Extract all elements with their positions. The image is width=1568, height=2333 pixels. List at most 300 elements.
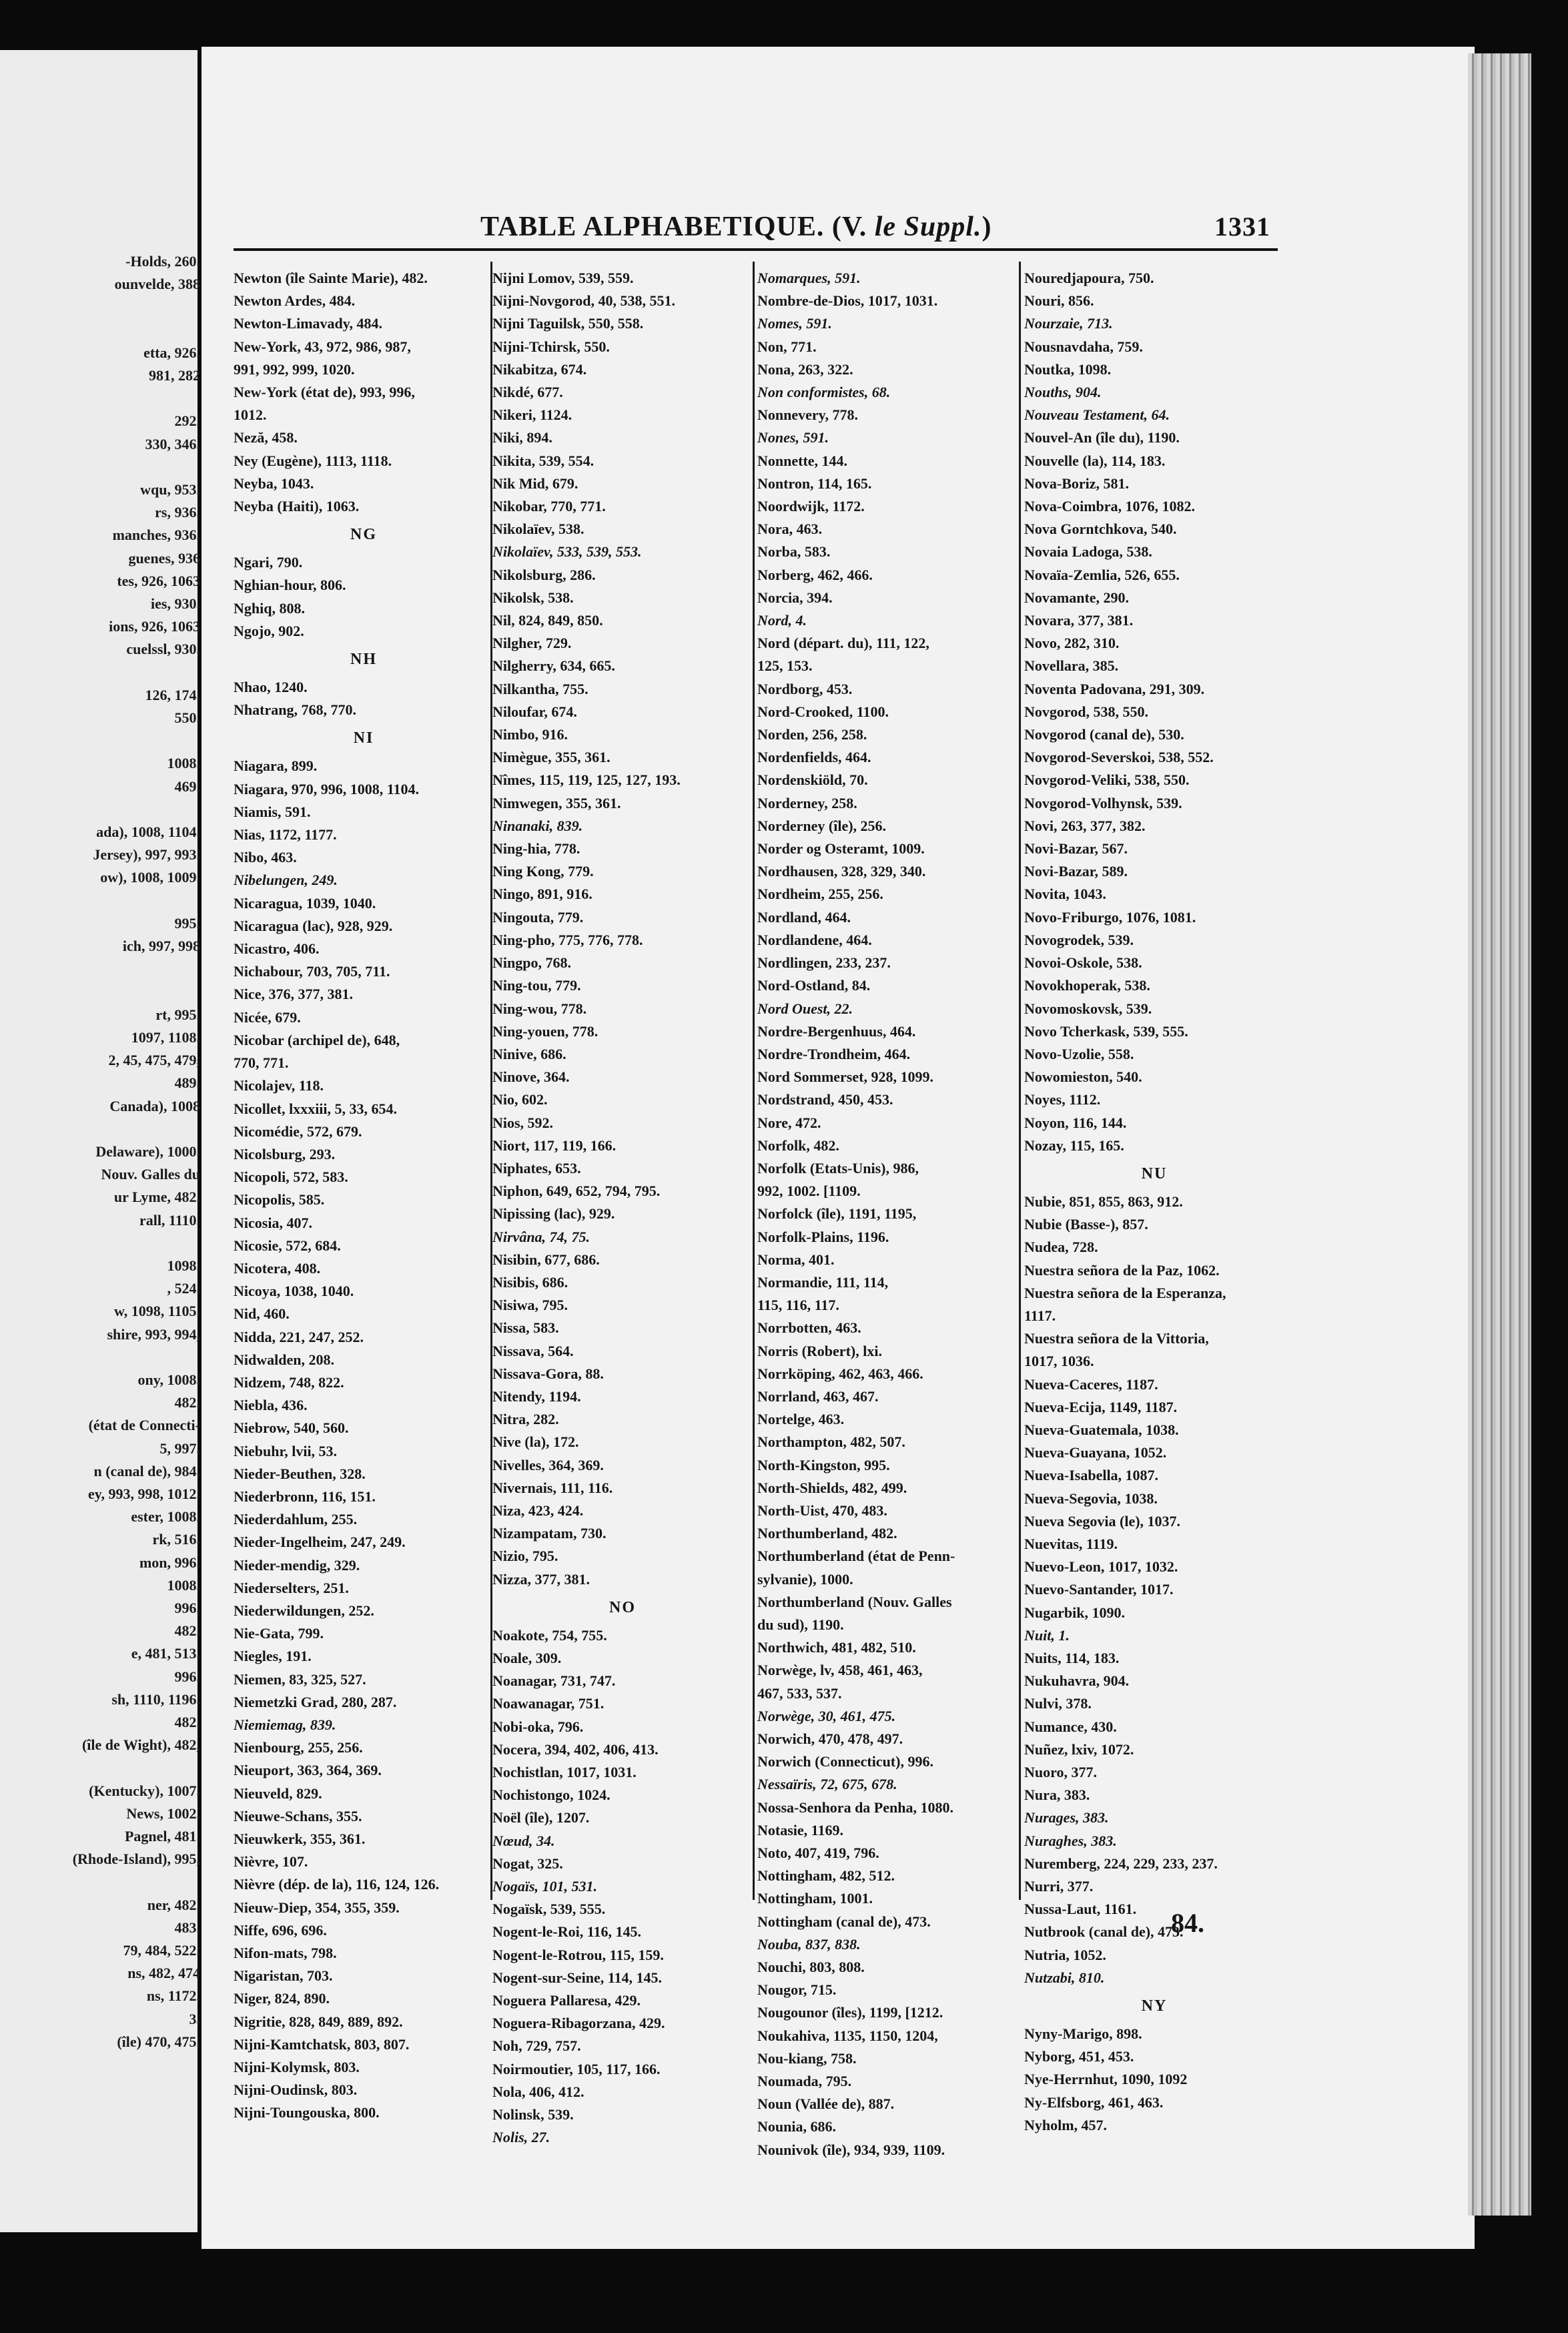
index-entry: Nidda, 221, 247, 252. [234, 1328, 364, 1345]
fragment-line: 330, 346. [145, 435, 200, 452]
column-divider [1019, 262, 1021, 1900]
index-entry: Nord, 4. [757, 612, 807, 629]
index-entry: Norba, 583. [757, 543, 831, 561]
page-title-italic: le Suppl. [874, 212, 982, 242]
index-entry: Nord-Ostland, 84. [757, 977, 871, 994]
index-entry: Novaïa-Zemlia, 526, 655. [1024, 566, 1180, 583]
index-entry: Niemiemag, 839. [234, 1716, 336, 1733]
index-entry: Novo-Uzolie, 558. [1024, 1045, 1134, 1062]
fragment-line: (état de Connecti- [88, 1417, 200, 1434]
index-entry: Norden, 256, 258. [757, 726, 867, 743]
index-entry: Norwège, 30, 461, 475. [757, 1707, 896, 1724]
fragment-line: 5, 997. [159, 1439, 200, 1457]
index-entry: Nontron, 114, 165. [757, 474, 872, 492]
index-entry: Norfolk-Plains, 1196. [757, 1228, 889, 1245]
page-edges [1468, 53, 1531, 2216]
fragment-line: ester, 1008. [131, 1508, 200, 1526]
index-entry: Nou-kiang, 758. [757, 2049, 857, 2067]
index-entry: Nussa-Laut, 1161. [1024, 1901, 1137, 1918]
index-entry: Noirmoutier, 105, 117, 166. [492, 2060, 661, 2077]
index-entry: Nidzem, 748, 822. [234, 1373, 344, 1391]
index-entry: Nijni Taguilsk, 550, 558. [492, 315, 644, 332]
index-entry: Niegles, 191. [234, 1648, 312, 1665]
index-entry: Niederselters, 251. [234, 1579, 349, 1596]
index-entry: 115, 116, 117. [757, 1297, 839, 1314]
index-entry: Nona, 263, 322. [757, 360, 853, 378]
page-title-end: ) [982, 212, 992, 242]
index-entry: Nouths, 904. [1024, 384, 1102, 401]
index-entry: Notasie, 1169. [757, 1821, 843, 1839]
index-entry: Noanagar, 731, 747. [492, 1672, 616, 1690]
index-entry: Northumberland (Nouv. Galles [757, 1593, 952, 1610]
index-entry: Nyborg, 451, 453. [1024, 2048, 1134, 2065]
index-entry: North-Shields, 482, 499. [757, 1479, 907, 1496]
index-entry: Nissava, 564. [492, 1342, 574, 1359]
fragment-line: rt, 995. [155, 1006, 200, 1023]
index-entry: Nieder-Ingelheim, 247, 249. [234, 1534, 406, 1551]
index-entry: Nurages, 383. [1024, 1809, 1109, 1826]
fragment-line: 3. [189, 2010, 200, 2027]
index-entry: Nolis, 27. [492, 2129, 550, 2146]
section-heading: NO [609, 1598, 636, 1616]
index-entry: Nounivok (île), 934, 939, 1109. [757, 2141, 945, 2158]
index-entry: Novara, 377, 381. [1024, 612, 1134, 629]
index-entry: Nozay, 115, 165. [1024, 1136, 1124, 1154]
index-entry: Noventa Padovana, 291, 309. [1024, 680, 1205, 697]
index-entry: Nola, 406, 412. [492, 2083, 584, 2100]
fragment-line: 1097, 1108. [131, 1028, 200, 1046]
index-entry: Ningouta, 779. [492, 908, 584, 926]
fragment-line [0, 1118, 200, 1140]
index-entry: Nuestra señora de la Esperanza, [1024, 1284, 1226, 1301]
index-entry: Niederbronn, 116, 151. [234, 1487, 376, 1505]
index-column-2 [492, 267, 753, 2149]
index-entry: North-Uist, 470, 483. [757, 1502, 887, 1519]
index-entry: Nieuport, 363, 364, 369. [234, 1762, 382, 1779]
index-entry: Nicobar (archipel de), 648, [234, 1031, 400, 1048]
index-entry: Ningo, 891, 916. [492, 886, 593, 903]
index-entry: Nueva-Ecija, 1149, 1187. [1024, 1398, 1178, 1415]
index-entry: Nouvelle (la), 114, 183. [1024, 452, 1166, 469]
index-entry: Nikolsk, 538. [492, 589, 574, 606]
index-entry: Nueva Segovia (le), 1037. [1024, 1512, 1181, 1530]
fragment-line: ns, 1172. [146, 1987, 200, 2005]
fragment-line: (Rhode-Island), 995, [72, 1851, 200, 1868]
index-entry: Nuits, 114, 183. [1024, 1649, 1120, 1666]
index-entry: Ninive, 686. [492, 1045, 566, 1062]
index-entry: Nijni-Oudinsk, 803. [234, 2081, 358, 2099]
index-entry: 1012. [234, 406, 267, 424]
index-entry: Nugarbik, 1090. [1024, 1604, 1125, 1621]
index-entry: Neyba, 1043. [234, 474, 314, 492]
index-entry: Niger, 824, 890. [234, 1990, 330, 2007]
index-entry: Noël (île), 1207. [492, 1809, 590, 1826]
index-entry: Nuestra señora de la Paz, 1062. [1024, 1261, 1220, 1279]
fragment-line: Delaware), 1000. [95, 1142, 200, 1160]
index-entry: Nid, 460. [234, 1305, 290, 1323]
index-entry: Nurri, 377. [1024, 1878, 1094, 1895]
index-entry: Ning-wou, 778. [492, 1000, 587, 1017]
index-entry: Nilgher, 729. [492, 635, 572, 652]
index-entry: Nidwalden, 208. [234, 1351, 334, 1368]
column-divider [753, 262, 755, 1900]
fragment-line: ner, 482. [147, 1896, 200, 1913]
index-entry: Nocera, 394, 402, 406, 413. [492, 1740, 659, 1758]
index-entry: Nomarques, 591. [757, 270, 861, 286]
previous-page-text [0, 250, 200, 2053]
fragment-line: ow), 1008, 1009. [100, 869, 200, 886]
index-entry: Newton-Limavady, 484. [234, 315, 383, 332]
index-entry: Niza, 423, 424. [492, 1502, 584, 1519]
index-entry: Ning-pho, 775, 776, 778. [492, 931, 643, 948]
index-entry: Nœud, 34. [492, 1832, 555, 1849]
page-title [480, 211, 992, 243]
index-entry: Nougounor (îles), 1199, [1212. [757, 2004, 943, 2021]
index-entry: Nijni-Kamtchatsk, 803, 807. [234, 2035, 410, 2053]
index-entry: Niebrow, 540, 560. [234, 1419, 349, 1437]
index-entry: Niemen, 83, 325, 527. [234, 1670, 366, 1688]
index-entry: Nuit, 1. [1024, 1626, 1070, 1644]
index-entry: Numance, 430. [1024, 1718, 1117, 1735]
index-entry: Nortelge, 463. [757, 1411, 845, 1428]
index-entry: Noukahiva, 1135, 1150, 1204, [757, 2027, 938, 2044]
fragment-line: Canada), 1008 [109, 1097, 200, 1114]
index-entry: Nordstrand, 450, 453. [757, 1091, 893, 1108]
index-entry: Nienbourg, 255, 256. [234, 1739, 363, 1756]
fragment-line [0, 387, 200, 410]
index-entry: North-Kingston, 995. [757, 1456, 890, 1473]
fragment-line: w, 1098, 1105. [114, 1303, 200, 1320]
index-column-3 [757, 267, 1018, 2161]
fragment-line: (Kentucky), 1007. [89, 1782, 200, 1799]
index-entry: Nordheim, 255, 256. [757, 886, 883, 903]
index-entry: Novi-Bazar, 567. [1024, 840, 1128, 858]
index-entry: Norfolck (île), 1191, 1195, [757, 1205, 917, 1223]
index-entry: Nora, 463. [757, 521, 823, 538]
fragment-line: e, 481, 513. [131, 1645, 200, 1662]
index-entry: Nord Ouest, 22. [757, 1000, 853, 1017]
index-entry: Noyes, 1112. [1024, 1091, 1101, 1108]
index-entry: Niki, 894. [492, 429, 552, 446]
index-entry: Nord-Crooked, 1100. [757, 703, 889, 720]
index-entry: Nifon-mats, 798. [234, 1945, 337, 1962]
index-entry: Niphates, 653. [492, 1159, 581, 1177]
index-entry: Normandie, 111, 114, [757, 1273, 889, 1291]
index-column-1 [234, 267, 494, 2125]
index-entry: Noyon, 116, 144. [1024, 1114, 1127, 1131]
signature-mark: 84. [1171, 1908, 1204, 1938]
index-entry: Nogent-sur-Seine, 114, 145. [492, 1969, 663, 1986]
index-entry: Nimbo, 916. [492, 726, 568, 743]
index-entry: Nubie, 851, 855, 863, 912. [1024, 1193, 1183, 1210]
index-entry: Nousnavdaha, 759. [1024, 338, 1143, 355]
index-entry: Nicomédie, 572, 679. [234, 1122, 362, 1140]
index-entry: Nijni Lomov, 539, 559. [492, 270, 634, 286]
index-entry: Nisiwa, 795. [492, 1297, 568, 1314]
fragment-line: ns, 482, 474 [127, 1965, 200, 1982]
index-entry: Niloufar, 674. [492, 703, 577, 720]
index-entry: Niort, 117, 119, 166. [492, 1136, 617, 1154]
index-entry: Ning Kong, 779. [492, 863, 594, 880]
index-entry: Nubie (Basse-), 857. [1024, 1216, 1148, 1233]
index-entry: Niebla, 436. [234, 1397, 308, 1414]
section-heading: NG [350, 526, 377, 544]
index-entry: Nouredjapoura, 750. [1024, 270, 1154, 286]
fragment-line: ounvelde, 388 [114, 276, 200, 293]
index-entry: Nordlandene, 464. [757, 931, 872, 948]
index-entry: Novi-Bazar, 589. [1024, 863, 1128, 880]
index-entry: Ning-hia, 778. [492, 840, 580, 858]
index-entry: Nuevo-Leon, 1017, 1032. [1024, 1558, 1178, 1576]
index-entry: Nordhausen, 328, 329, 340. [757, 863, 926, 880]
index-entry: Noto, 407, 419, 796. [757, 1845, 879, 1862]
index-entry: Nimwegen, 355, 361. [492, 794, 621, 811]
index-entry: Noguera-Ribagorzana, 429. [492, 2015, 665, 2032]
index-entry: Niebuhr, lvii, 53. [234, 1442, 338, 1459]
index-entry: Noutka, 1098. [1024, 360, 1112, 378]
index-entry: Nilkantha, 755. [492, 680, 589, 697]
index-entry: Nueva-Isabella, 1087. [1024, 1467, 1159, 1484]
index-entry: Nissava-Gora, 88. [492, 1365, 604, 1382]
index-entry: Niederwildungen, 252. [234, 1602, 374, 1619]
fragment-line: 469. [174, 777, 200, 795]
index-entry: Nura, 383. [1024, 1786, 1090, 1804]
fragment-line: 482. [174, 1714, 200, 1730]
index-entry: Nicosia, 407. [234, 1214, 312, 1231]
index-entry: New-York (état de), 993, 996, [234, 384, 415, 401]
index-entry: Nouri, 856. [1024, 292, 1094, 310]
fragment-line [0, 958, 200, 980]
section-heading: NU [1141, 1164, 1168, 1183]
index-entry: Norberg, 462, 466. [757, 566, 873, 583]
index-entry: Noakote, 754, 755. [492, 1626, 607, 1644]
index-entry: Nouvel-An (île du), 1190. [1024, 429, 1180, 446]
index-entry: Nisibin, 677, 686. [492, 1251, 600, 1268]
index-entry: Norderney, 258. [757, 794, 857, 811]
fragment-line: (île) 470, 475. [117, 2033, 200, 2050]
index-entry: Novo Tcherkask, 539, 555. [1024, 1022, 1188, 1040]
index-entry: Norder og Osteramt, 1009. [757, 840, 925, 858]
index-entry: 770, 771. [234, 1054, 289, 1072]
fragment-line: mon, 996. [139, 1554, 200, 1571]
index-entry: Ngari, 790. [234, 554, 303, 571]
fragment-line: ies, 930. [151, 595, 200, 613]
index-entry: Ninove, 364. [492, 1068, 570, 1086]
index-entry: Nova Gorntchkova, 540. [1024, 521, 1177, 538]
index-entry: Nourzaie, 713. [1024, 315, 1113, 332]
index-entry: Nitendy, 1194. [492, 1387, 581, 1405]
index-entry: Nivernais, 111, 116. [492, 1479, 613, 1496]
index-entry: Nore, 472. [757, 1114, 821, 1131]
index-entry: 1017, 1036. [1024, 1353, 1094, 1370]
fragment-line: wqu, 953. [140, 481, 200, 498]
index-entry: Nicotera, 408. [234, 1259, 321, 1277]
index-entry: Novita, 1043. [1024, 886, 1106, 903]
index-entry: 125, 153. [757, 657, 813, 675]
index-entry: Norma, 401. [757, 1251, 835, 1268]
index-entry: Nicaragua, 1039, 1040. [234, 894, 376, 912]
index-entry: Norfolk, 482. [757, 1136, 839, 1154]
index-entry: Northumberland, 482. [757, 1525, 897, 1542]
index-entry: Nio, 602. [492, 1091, 548, 1108]
index-entry: Nikdé, 677. [492, 384, 563, 401]
fragment-line [0, 1232, 200, 1255]
index-entry: Nutbrook (canal de), 473. [1024, 1923, 1184, 1941]
fragment-line: ony, 1008. [137, 1371, 200, 1388]
index-entry: Nordborg, 453. [757, 680, 853, 697]
index-entry: Nochistongo, 1024. [492, 1786, 611, 1804]
fragment-line: manches, 936. [112, 527, 200, 544]
index-entry: Nijni-Kolymsk, 803. [234, 2059, 360, 2076]
index-entry: du sud), 1190. [757, 1616, 844, 1633]
fragment-line [0, 981, 200, 1004]
index-entry: Nikeri, 1124. [492, 406, 572, 424]
index-entry: Nogent-le-Rotrou, 115, 159. [492, 1946, 664, 1963]
index-entry: Nikolaïev, 533, 539, 553. [492, 543, 642, 561]
index-entry: Nukuhavra, 904. [1024, 1672, 1130, 1690]
index-entry: Niamis, 591. [234, 803, 311, 820]
index-column-4 [1024, 267, 1284, 2137]
index-entry: Nijni-Tchirsk, 550. [492, 338, 610, 355]
index-entry: Nuestra señora de la Vittoria, [1024, 1330, 1209, 1347]
fragment-line: Nouv. Galles du [101, 1166, 200, 1183]
index-entry: Nordland, 464. [757, 908, 851, 926]
fragment-line: (île de Wight), 482, [81, 1736, 200, 1754]
index-entry: Nounia, 686. [757, 2118, 836, 2135]
index-entry: Ninanaki, 839. [492, 817, 583, 834]
index-entry: Nizza, 377, 381. [492, 1570, 591, 1588]
fragment-line: rs, 936. [155, 504, 200, 521]
index-entry: Nicopolis, 585. [234, 1191, 325, 1209]
index-entry: Nigritie, 828, 849, 889, 892. [234, 2013, 403, 2030]
index-entry: Nobi-oka, 796. [492, 1718, 584, 1735]
index-entry: Nessaïris, 72, 675, 678. [757, 1776, 897, 1793]
index-entry: Northampton, 482, 507. [757, 1433, 905, 1451]
index-entry: Nicolajev, 118. [234, 1077, 324, 1094]
fragment-line: -Holds, 260. [125, 253, 200, 270]
index-entry: Nipissing (lac), 929. [492, 1205, 615, 1223]
index-entry: Neză, 458. [234, 429, 298, 446]
index-entry: Ney (Eugène), 1113, 1118. [234, 452, 392, 469]
fragment-line [0, 319, 200, 342]
index-entry: Nossa-Senhora da Penha, 1080. [757, 1798, 953, 1816]
index-entry: Noale, 309. [492, 1649, 562, 1666]
index-entry: Nottingham, 482, 512. [757, 1867, 895, 1885]
index-entry: Nottingham, 1001. [757, 1890, 873, 1907]
fragment-line: 995. [174, 914, 200, 932]
index-entry: Nikobar, 770, 771. [492, 498, 606, 515]
index-entry: Niederdahlum, 255. [234, 1511, 358, 1528]
index-entry: Nova-Coimbra, 1076, 1082. [1024, 498, 1196, 515]
index-entry: 992, 1002. [1109. [757, 1183, 861, 1200]
index-entry: Norfolk (Etats-Unis), 986, [757, 1159, 919, 1177]
index-entry: Novgorod-Veliki, 538, 550. [1024, 771, 1190, 789]
index-entry: Niemetzki Grad, 280, 287. [234, 1693, 397, 1710]
fragment-line: shire, 993, 994, [107, 1325, 200, 1343]
index-entry: Novgorod (canal de), 530. [1024, 726, 1184, 743]
index-entry: Ny-Elfsborg, 461, 463. [1024, 2093, 1164, 2111]
index-entry: Nueva-Segovia, 1038. [1024, 1489, 1158, 1507]
index-entry: Novellara, 385. [1024, 657, 1119, 675]
fragment-line: ich, 997, 998 [122, 938, 200, 955]
fragment-line: 79, 484, 522. [123, 1942, 200, 1959]
index-entry: Nouchi, 803, 808. [757, 1959, 865, 1976]
index-entry: Nibelungen, 249. [234, 872, 338, 889]
index-entry: New-York, 43, 972, 986, 987, [234, 338, 411, 355]
fragment-line: , 524. [167, 1280, 200, 1297]
index-entry: Novgorod-Volhynsk, 539. [1024, 794, 1182, 811]
index-entry: Nieder-Beuthen, 328. [234, 1465, 366, 1482]
index-entry: Nogent-le-Roi, 116, 145. [492, 1923, 642, 1941]
fragment-line [0, 1871, 200, 1893]
index-entry: Nitra, 282. [492, 1411, 559, 1428]
fragment-line: 996. [174, 1668, 200, 1685]
fragment-line [0, 1346, 200, 1369]
index-entry: Nuñez, lxiv, 1072. [1024, 1740, 1134, 1758]
index-entry: sylvanie), 1000. [757, 1570, 853, 1588]
index-entry: Northwich, 481, 482, 510. [757, 1639, 916, 1656]
index-entry: Novgorod-Severskoi, 538, 552. [1024, 749, 1214, 766]
index-entry: Nicollet, lxxxiii, 5, 33, 654. [234, 1100, 398, 1117]
index-entry: Nyny-Marigo, 898. [1024, 2025, 1142, 2043]
index-entry: Nueva-Caceres, 1187. [1024, 1375, 1158, 1393]
index-entry: Nord (départ. du), 111, 122, [757, 635, 929, 652]
index-entry: Nizampatam, 730. [492, 1525, 607, 1542]
index-entry: Nièvre (dép. de la), 116, 124, 126. [234, 1876, 440, 1893]
index-entry: Nijni-Toungouska, 800. [234, 2104, 380, 2121]
index-entry: Novoi-Oskole, 538. [1024, 954, 1142, 972]
index-entry: Nirvâna, 74, 75. [492, 1228, 591, 1245]
fragment-line [0, 296, 200, 318]
section-heading: NH [350, 651, 377, 669]
index-entry: Nordenskiöld, 70. [757, 771, 868, 789]
index-entry: Nieuveld, 829. [234, 1784, 322, 1802]
fragment-line: 550. [174, 709, 200, 727]
page-title-text: TABLE ALPHABETIQUE. (V. [480, 212, 867, 242]
index-entry: Novogrodek, 539. [1024, 931, 1134, 948]
index-entry: Nombre-de-Dios, 1017, 1031. [757, 292, 938, 310]
index-entry: Nghiq, 808. [234, 599, 305, 617]
fragment-line: rk, 516. [152, 1531, 200, 1548]
index-entry: Nutzabi, 810. [1024, 1969, 1105, 1986]
index-entry: Noun (Vallée de), 887. [757, 2095, 895, 2113]
index-entry: Nicastro, 406. [234, 940, 320, 958]
index-entry: Noh, 729, 757. [492, 2037, 581, 2055]
fragment-line: rall, 1110. [139, 1211, 200, 1229]
index-entry: Novaia Ladoga, 538. [1024, 543, 1152, 561]
fragment-line: 1008. [167, 1576, 200, 1594]
index-entry: Norwège, lv, 458, 461, 463, [757, 1662, 923, 1679]
fragment-line: guenes, 936 [128, 549, 200, 567]
fragment-line: n (canal de), 984. [93, 1462, 200, 1479]
index-entry: Nicoya, 1038, 1040. [234, 1283, 354, 1300]
index-entry: Nicaragua (lac), 928, 929. [234, 917, 393, 934]
index-entry: Norrköping, 462, 463, 466. [757, 1365, 923, 1382]
fragment-line [0, 661, 200, 684]
index-entry: 467, 533, 537. [757, 1684, 842, 1702]
index-entry: Newton (île Sainte Marie), 482. [234, 270, 428, 286]
index-entry: Nutria, 1052. [1024, 1946, 1106, 1963]
index-entry: Nikabitza, 674. [492, 360, 587, 378]
section-heading: NI [353, 729, 374, 747]
fragment-line: 292. [174, 412, 200, 430]
index-entry: Nuevitas, 1119. [1024, 1535, 1118, 1552]
index-entry: Novo, 282, 310. [1024, 635, 1120, 652]
index-entry: Nogaïsk, 539, 555. [492, 1901, 606, 1918]
index-entry: Novamante, 290. [1024, 589, 1130, 606]
index-entry: Nice, 376, 377, 381. [234, 986, 354, 1003]
index-entry: Ngojo, 902. [234, 622, 304, 639]
